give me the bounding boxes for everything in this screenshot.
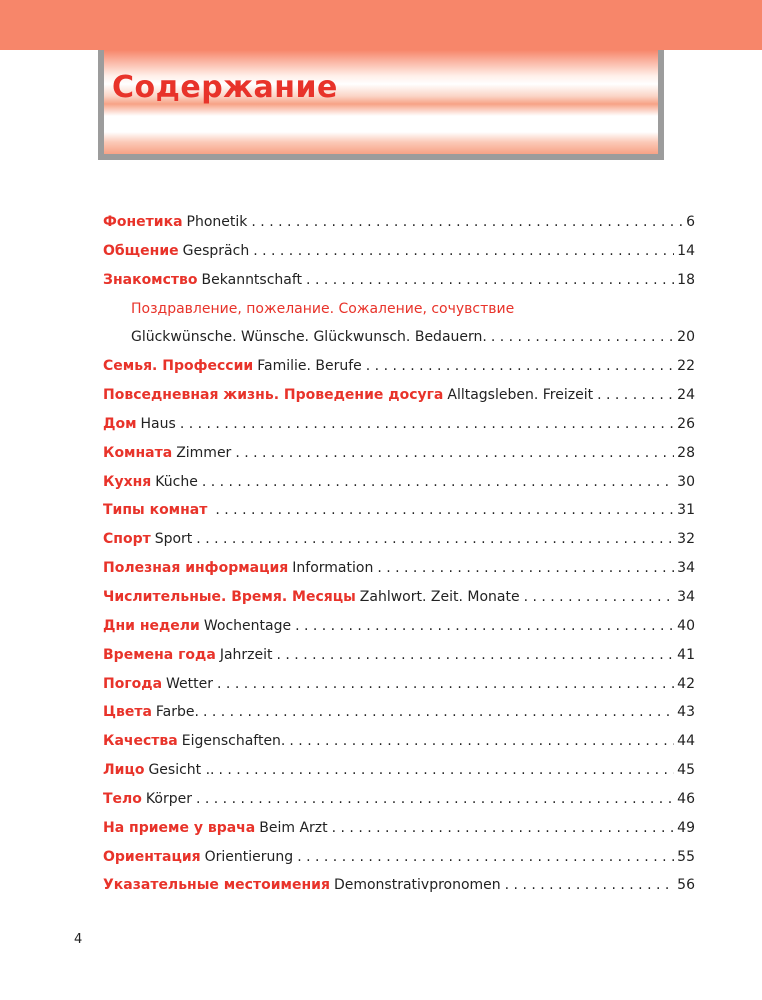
page-title: Содержание <box>112 70 338 105</box>
toc-leader <box>180 416 674 432</box>
toc-ru-title: Дом <box>103 415 137 432</box>
toc-de-title: Eigenschaften. <box>181 733 286 750</box>
toc-leader <box>217 676 674 692</box>
toc-de-title: Sport <box>154 531 193 548</box>
toc-ru-title: Фонетика <box>103 214 183 230</box>
toc-ru-title: Качества <box>103 733 178 750</box>
toc-page-number: 20 <box>677 329 695 346</box>
toc-leader <box>202 474 674 490</box>
toc-page-number: 34 <box>677 560 695 577</box>
toc-page-number: 46 <box>677 790 695 807</box>
toc-de-title: Haus <box>140 415 176 432</box>
toc-leader <box>597 387 674 403</box>
toc-page-number: 28 <box>677 444 695 461</box>
toc-leader <box>235 445 674 461</box>
toc-page-number: 32 <box>677 531 695 548</box>
toc-ru-title: Спорт <box>103 531 151 548</box>
toc-ru-title: На приеме у врача <box>103 819 256 836</box>
toc-page-number: 18 <box>677 271 695 288</box>
toc-de-title: Wetter <box>166 675 214 692</box>
toc-entry-wetter[interactable] <box>103 676 695 705</box>
toc-de-title: Zimmer <box>176 444 232 461</box>
toc-ru-title: Полезная информация <box>103 560 289 577</box>
toc-page-number: 22 <box>677 358 695 375</box>
toc-ru-title: Комната <box>103 444 173 461</box>
toc-leader <box>295 618 674 634</box>
toc-ru-title: Погода <box>103 675 163 692</box>
toc-page-number: 49 <box>677 819 695 836</box>
toc-page-number: 31 <box>677 502 695 519</box>
toc-de-title: Familie. Berufe <box>257 358 362 375</box>
toc-leader <box>277 647 675 663</box>
toc-entry-information[interactable] <box>103 560 695 589</box>
top-color-band <box>0 0 762 50</box>
toc-leader <box>505 877 675 893</box>
toc-leader <box>289 733 674 749</box>
toc-entry-beim-arzt[interactable] <box>103 820 695 849</box>
toc-entry-demonstrativpronomen[interactable] <box>103 877 695 906</box>
toc-leader <box>366 358 674 374</box>
toc-entry-orientierung[interactable] <box>103 849 695 878</box>
toc-ru-title: Ориентация <box>103 848 201 865</box>
toc-page-number: 56 <box>677 877 695 894</box>
toc-de-title: Wochentage <box>203 617 292 634</box>
toc-leader <box>306 272 674 288</box>
toc-entry-korper[interactable] <box>103 791 695 820</box>
toc-de-subtitle: Glückwünsche. Wünsche. Glückwunsch. Bedauern. <box>131 329 487 346</box>
toc-ru-subtitle: Поздравление, пожелание. Сожаление, сочувствие <box>131 300 515 317</box>
toc-de-title: Farbe. <box>155 704 199 721</box>
toc-de-title: Küche <box>155 473 198 490</box>
toc-entry-jahrzeit[interactable] <box>103 647 695 676</box>
toc-page-number: 43 <box>677 704 695 721</box>
toc-entry-zahlwort[interactable] <box>103 589 695 618</box>
toc-entry-room-types[interactable] <box>103 502 695 531</box>
toc-entry-wochentage[interactable] <box>103 618 695 647</box>
toc-ru-title: Семья. Профессии <box>103 358 254 375</box>
toc-ru-title: Дни недели <box>103 617 200 634</box>
toc-page-number: 44 <box>677 733 695 750</box>
toc-entry-zimmer[interactable] <box>103 445 695 474</box>
toc-ru-title: Знакомство <box>103 271 198 288</box>
toc-entry-phonetik[interactable] <box>103 214 695 243</box>
toc-entry-familie[interactable] <box>103 358 695 387</box>
toc-leader <box>251 214 683 230</box>
toc-leader <box>196 791 674 807</box>
toc-de-title: Alltagsleben. Freizeit <box>447 387 594 404</box>
toc-page-number: 24 <box>677 387 695 404</box>
toc-subentry-ru[interactable] <box>103 301 695 330</box>
toc-entry-gesprach[interactable] <box>103 243 695 272</box>
toc-page-number: 40 <box>677 617 695 634</box>
toc-ru-title: Цвета <box>103 704 152 721</box>
toc-ru-title: Тело <box>103 790 142 807</box>
toc-de-title: Gesicht .. <box>148 762 215 779</box>
toc-leader <box>297 849 674 865</box>
toc-ru-title: Общение <box>103 242 179 259</box>
toc-page-number: 42 <box>677 675 695 692</box>
toc-leader <box>491 329 674 345</box>
toc-de-title: Information <box>292 560 374 577</box>
table-of-contents <box>103 214 695 906</box>
toc-ru-title: Кухня <box>103 473 152 490</box>
toc-de-title: Bekanntschaft <box>201 271 303 288</box>
toc-page-number: 6 <box>686 214 695 230</box>
toc-ru-title: Типы комнат <box>103 502 208 519</box>
title-box <box>104 50 658 154</box>
toc-page-number: 41 <box>677 646 695 663</box>
toc-de-title: Jahrzeit <box>219 646 273 663</box>
footer-page-number: 4 <box>74 932 83 947</box>
toc-entry-sport[interactable] <box>103 531 695 560</box>
toc-leader <box>377 560 674 576</box>
toc-ru-title: Времена года <box>103 646 216 663</box>
toc-page-number: 26 <box>677 415 695 432</box>
toc-page-number: 55 <box>677 848 695 865</box>
toc-page-number: 30 <box>677 473 695 490</box>
toc-leader <box>253 243 674 259</box>
toc-entry-kuche[interactable] <box>103 474 695 503</box>
toc-ru-title: Числительные. Время. Месяцы <box>103 588 356 605</box>
toc-leader <box>219 762 675 778</box>
toc-entry-eigenschaften[interactable] <box>103 733 695 762</box>
toc-page-number: 45 <box>677 762 695 779</box>
toc-leader <box>215 502 674 518</box>
toc-de-title: Orientierung <box>204 848 294 865</box>
toc-de-title: Demonstrativpronomen <box>333 877 501 894</box>
toc-page-number: 14 <box>677 242 695 259</box>
toc-leader <box>196 531 674 547</box>
toc-ru-title: Повседневная жизнь. Проведение досуга <box>103 387 444 404</box>
toc-de-title: Phonetik <box>186 214 248 230</box>
toc-de-title: Beim Arzt <box>259 819 328 836</box>
toc-leader <box>332 820 675 836</box>
toc-entry-gesicht[interactable] <box>103 762 695 791</box>
toc-entry-haus[interactable] <box>103 416 695 445</box>
toc-leader <box>524 589 675 605</box>
toc-leader <box>203 704 674 720</box>
toc-entry-farbe[interactable] <box>103 704 695 733</box>
toc-de-title: Körper <box>145 790 192 807</box>
toc-page-number: 34 <box>677 588 695 605</box>
toc-de-title: Gespräch <box>182 242 250 259</box>
toc-ru-title: Лицо <box>103 762 145 779</box>
toc-ru-title: Указательные местоимения <box>103 877 330 894</box>
toc-subentry-de[interactable] <box>103 329 695 358</box>
toc-de-title: Zahlwort. Zeit. Monate <box>359 588 520 605</box>
toc-entry-alltagsleben[interactable] <box>103 387 695 416</box>
toc-entry-bekanntschaft[interactable] <box>103 272 695 301</box>
